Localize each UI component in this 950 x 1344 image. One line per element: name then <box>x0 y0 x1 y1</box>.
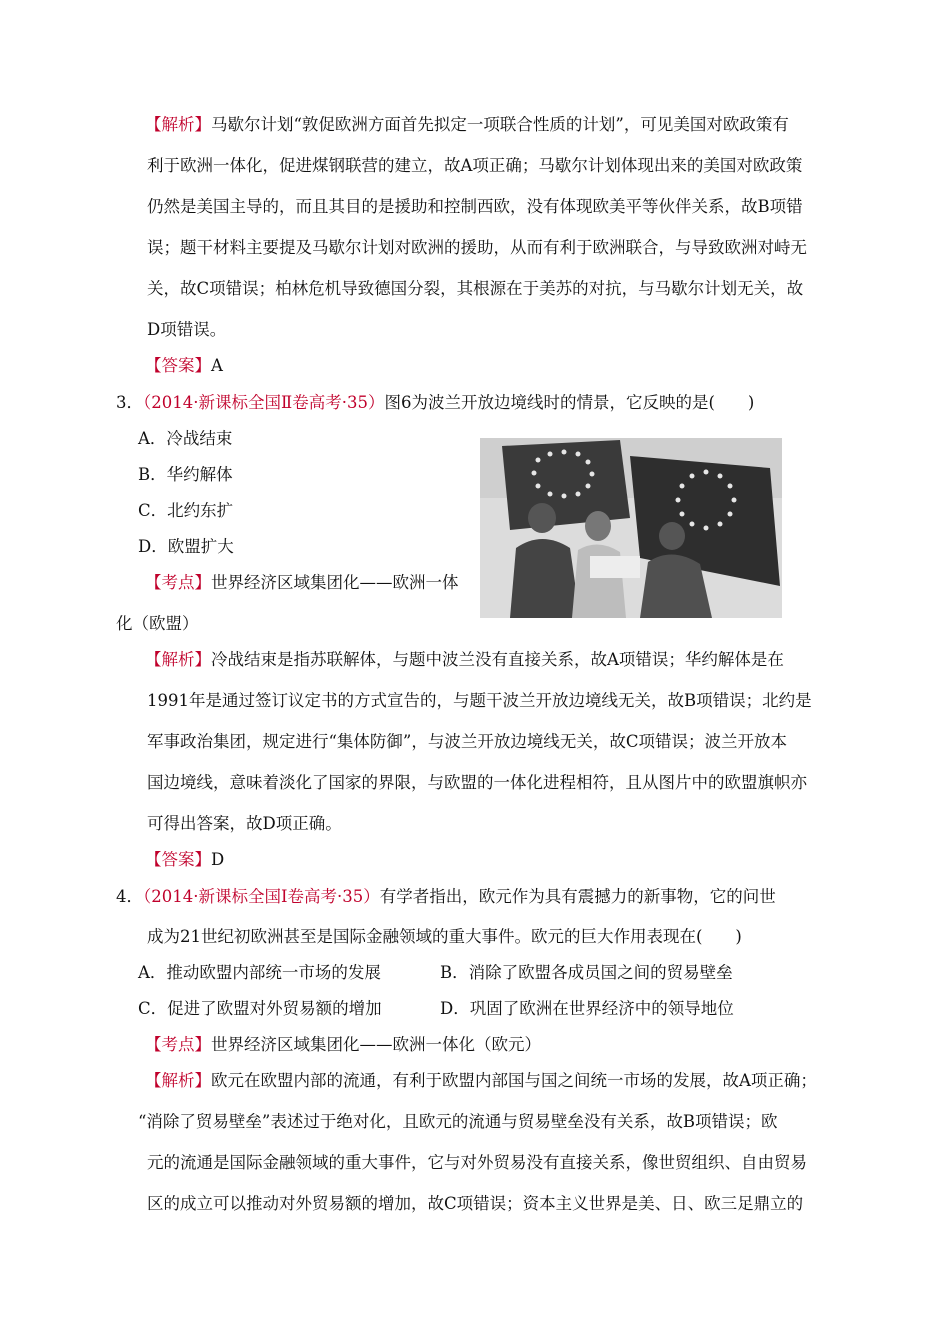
q2-analysis-line-5: 关，故C项错误；柏林危机导致德国分裂，其根源在于美苏的对抗，与马歇尔计划无关，故 <box>147 279 804 298</box>
photo-illustration <box>480 438 782 618</box>
q3-analysis-tag: 【解析】 <box>145 650 211 669</box>
q4-point-tag: 【考点】 <box>145 1035 211 1054</box>
q4-analysis-line-2: “消除了贸易壁垒”表述过于绝对化，且欧元的流通与贸易壁垒没有关系，故B项错误；欧 <box>138 1112 778 1131</box>
q4-source: （2014·新课标全国Ⅰ卷高考·35） <box>143 887 380 906</box>
q3-point-line-1: 【考点】世界经济区域集团化——欧洲一体 <box>145 573 459 592</box>
q4-stem-line-2: 成为21世纪初欧洲甚至是国际金融领域的重大事件。欧元的巨大作用表现在( ) <box>147 927 742 946</box>
q4-option-c: C．促进了欧盟对外贸易额的增加 <box>138 999 382 1018</box>
q4-option-a: A．推动欧盟内部统一市场的发展 <box>138 963 381 982</box>
q3-point-tag: 【考点】 <box>145 573 211 592</box>
q3-answer-tag: 【答案】 <box>145 850 211 869</box>
q2-analysis-line-2: 利于欧洲一体化，促进煤钢联营的建立，故A项正确；马歇尔计划体现出来的美国对欧政策 <box>147 156 803 175</box>
q3-option-d: D．欧盟扩大 <box>138 537 234 556</box>
q4-stem-line-1: 4．（2014·新课标全国Ⅰ卷高考·35）有学者指出，欧元作为具有震撼力的新事物，它的问世 <box>116 887 776 906</box>
q4-option-b: B．消除了欧盟各成员国之间的贸易壁垒 <box>440 963 733 982</box>
q4-point: 【考点】世界经济区域集团化——欧洲一体化（欧元） <box>145 1035 541 1054</box>
q2-answer-tag: 【答案】 <box>145 356 211 375</box>
q2-analysis-line-1: 【解析】马歇尔计划“敦促欧洲方面首先拟定一项联合性质的计划”，可见美国对欧政策有 <box>145 115 789 134</box>
q3-analysis-line-1: 【解析】冷战结束是指苏联解体，与题中波兰没有直接关系，故A项错误；华约解体是在 <box>145 650 784 669</box>
q3-analysis-line-5: 可得出答案，故D项正确。 <box>147 814 342 833</box>
q3-option-c: C．北约东扩 <box>138 501 234 520</box>
q2-answer-value: A <box>211 356 223 375</box>
q3-analysis-line-4: 国边境线，意味着淡化了国家的界限，与欧盟的一体化进程相符，且从图片中的欧盟旗帜亦 <box>147 773 807 792</box>
q3-analysis-line-3: 军事政治集团，规定进行“集体防御”，与波兰开放边境线无关，故C项错误；波兰开放本 <box>147 732 787 751</box>
q4-analysis-line-3: 元的流通是国际金融领域的重大事件，它与对外贸易没有直接关系，像世贸组织、自由贸易 <box>147 1153 807 1172</box>
q3-option-a: A．冷战结束 <box>138 429 233 448</box>
q2-analysis-line-4: 误；题干材料主要提及马歇尔计划对欧洲的援助，从而有利于欧洲联合，与导致欧洲对峙无 <box>147 238 807 257</box>
q4-analysis-line-1: 【解析】欧元在欧盟内部的流通，有利于欧盟内部国与国之间统一市场的发展，故A项正确； <box>145 1071 817 1090</box>
q4-number: 4． <box>116 887 143 906</box>
q3-option-b: B．华约解体 <box>138 465 233 484</box>
q3-analysis-line-2: 1991年是通过签订议定书的方式宣告的，与题干波兰开放边境线无关，故B项错误；北约是 <box>147 691 812 710</box>
q3-answer-value: D <box>211 850 225 869</box>
q3-point-line-2: 化（欧盟） <box>116 614 199 633</box>
q3-answer <box>145 848 224 872</box>
q4-analysis-tag: 【解析】 <box>145 1071 211 1090</box>
q2-analysis-tag: 【解析】 <box>145 115 211 134</box>
q2-analysis-line-6: D项错误。 <box>147 320 227 339</box>
q2-analysis-line-3: 仍然是美国主导的，而且其目的是援助和控制西欧，没有体现欧美平等伙伴关系，故B项错 <box>147 197 803 216</box>
q2-answer <box>145 354 223 378</box>
q3-source: （2014·新课标全国Ⅱ卷高考·35） <box>143 393 385 412</box>
poland-border-photo <box>480 438 782 618</box>
q3-stem <box>116 391 754 415</box>
q3-number: 3． <box>116 393 143 412</box>
q4-analysis-line-4: 区的成立可以推动对外贸易额的增加，故C项错误；资本主义世界是美、日、欧三足鼎立的 <box>147 1194 804 1213</box>
q4-option-d: D．巩固了欧洲在世界经济中的领导地位 <box>440 999 734 1018</box>
q3-stem-text: 图6为波兰开放边境线时的情景，它反映的是( ) <box>384 393 755 412</box>
